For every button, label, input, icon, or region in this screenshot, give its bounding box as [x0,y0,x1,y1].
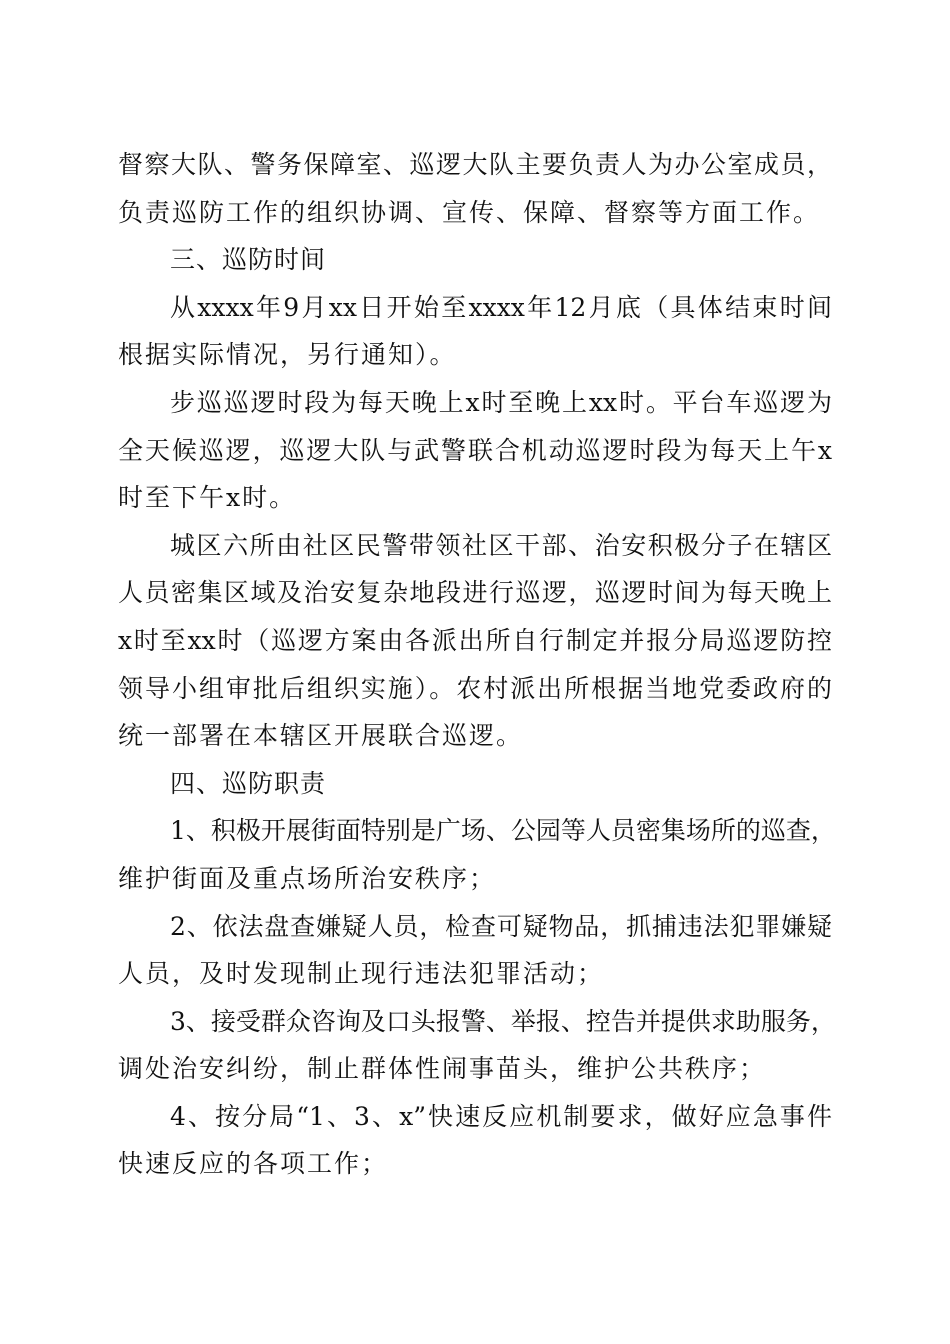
text-line: 步巡巡逻时段为每天晚上x时至晚上xx时。平台车巡逻为 [170,387,832,417]
text-line: 领导小组审批后组织实施）。农村派出所根据当地党委政府的 [118,673,832,703]
text-line: 人员密集区域及治安复杂地段进行巡逻，巡逻时间为每天晚上 [118,578,832,608]
text-line: x时至xx时（巡逻方案由各派出所自行制定并报分局巡逻防控 [118,625,832,655]
list-item-1: 1、积极开展街面特别是广场、公园等人员密集场所的巡查， [170,816,836,846]
text-line: 快速反应的各项工作； [118,1149,389,1179]
section-heading: 四、巡防职责 [170,768,327,798]
text-line: 根据实际情况，另行通知）。 [118,340,457,370]
text-line: 时至下午x时。 [118,483,297,513]
text-line: 城区六所由社区民警带领社区干部、治安积极分子在辖区 [170,530,832,560]
text-line: 负责巡防工作的组织协调、宣传、保障、督察等方面工作。 [118,197,821,227]
text-line: 从xxxx年9月xx日开始至xxxx年12月底（具体结束时间 [170,292,832,322]
text-line: 统一部署在本辖区开展联合巡逻。 [118,721,524,751]
text-line: 维护街面及重点场所治安秩序； [118,863,497,893]
document-page [118,141,836,1188]
text-line: 全天候巡逻，巡逻大队与武警联合机动巡逻时段为每天上午x [118,435,832,465]
text-line: 督察大队、警务保障室、巡逻大队主要负责人为办公室成员， [118,150,832,179]
list-item-2: 2、依法盘查嫌疑人员，检查可疑物品，抓捕违法犯罪嫌疑 [170,911,832,941]
text-line: 调处治安纠纷，制止群体性闹事苗头，维护公共秩序； [118,1054,767,1084]
list-item-4: 4、按分局“1、3、x”快速反应机制要求，做好应急事件 [170,1101,832,1131]
list-item-3: 3、接受群众咨询及口头报警、举报、控告并提供求助服务， [170,1006,836,1036]
section-heading: 三、巡防时间 [170,245,327,275]
text-line: 人员，及时发现制止现行违法犯罪活动； [118,959,605,989]
